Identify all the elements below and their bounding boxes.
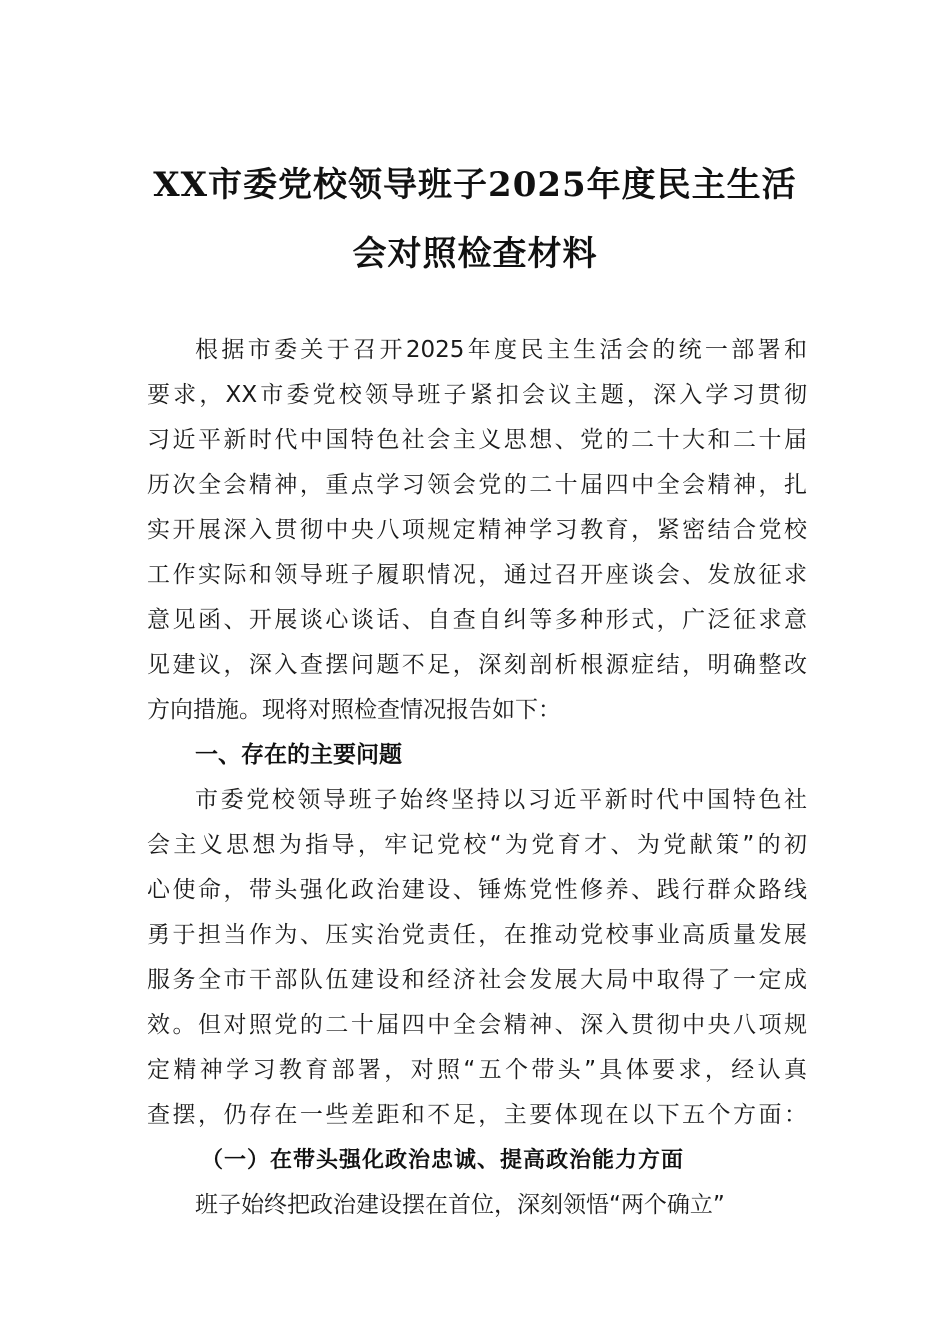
paragraph-line: 班子始终把政治建设摆在首位，深刻领悟“两个确立”	[195, 1192, 725, 1218]
paragraph-line: 实开展深入贯彻中央八项规定精神学习教育，紧密结合党校	[147, 517, 807, 543]
paragraph-line: 查摆，仍存在一些差距和不足，主要体现在以下五个方面：	[147, 1102, 807, 1128]
paragraph-line: 方向措施。现将对照检查情况报告如下：	[147, 697, 561, 723]
subsection-heading-1: （一）在带头强化政治忠诚、提高政治能力方面	[201, 1147, 685, 1173]
paragraph-line: 效。但对照党的二十届四中全会精神、深入贯彻中央八项规	[147, 1012, 807, 1038]
paragraph-line: 工作实际和领导班子履职情况，通过召开座谈会、发放征求	[147, 562, 807, 588]
paragraph-line: 意见函、开展谈心谈话、自查自纠等多种形式，广泛征求意	[147, 607, 807, 633]
paragraph-line: 习近平新时代中国特色社会主义思想、党的二十大和二十届	[147, 427, 807, 453]
document-title-line-1: XX市委党校领导班子2025年度民主生活	[153, 165, 797, 205]
paragraph-line: 勇于担当作为、压实治党责任，在推动党校事业高质量发展	[147, 922, 807, 948]
paragraph-line: 市委党校领导班子始终坚持以习近平新时代中国特色社	[195, 787, 807, 813]
paragraph-line: 心使命，带头强化政治建设、锤炼党性修养、践行群众路线	[147, 877, 807, 903]
section-heading-1: 一、存在的主要问题	[195, 742, 402, 768]
paragraph-line: 根据市委关于召开2025年度民主生活会的统一部署和	[195, 337, 807, 363]
paragraph-line: 见建议，深入查摆问题不足，深刻剖析根源症结，明确整改	[147, 652, 807, 678]
paragraph-line: 要求，XX市委党校领导班子紧扣会议主题，深入学习贯彻	[147, 382, 807, 408]
paragraph-line: 定精神学习教育部署，对照“五个带头”具体要求，经认真	[147, 1057, 807, 1083]
document-title-line-2: 会对照检查材料	[352, 234, 598, 274]
paragraph-line: 会主义思想为指导，牢记党校“为党育才、为党献策”的初	[147, 832, 807, 858]
paragraph-line: 服务全市干部队伍建设和经济社会发展大局中取得了一定成	[147, 967, 807, 993]
paragraph-line: 历次全会精神，重点学习领会党的二十届四中全会精神，扎	[147, 472, 807, 498]
